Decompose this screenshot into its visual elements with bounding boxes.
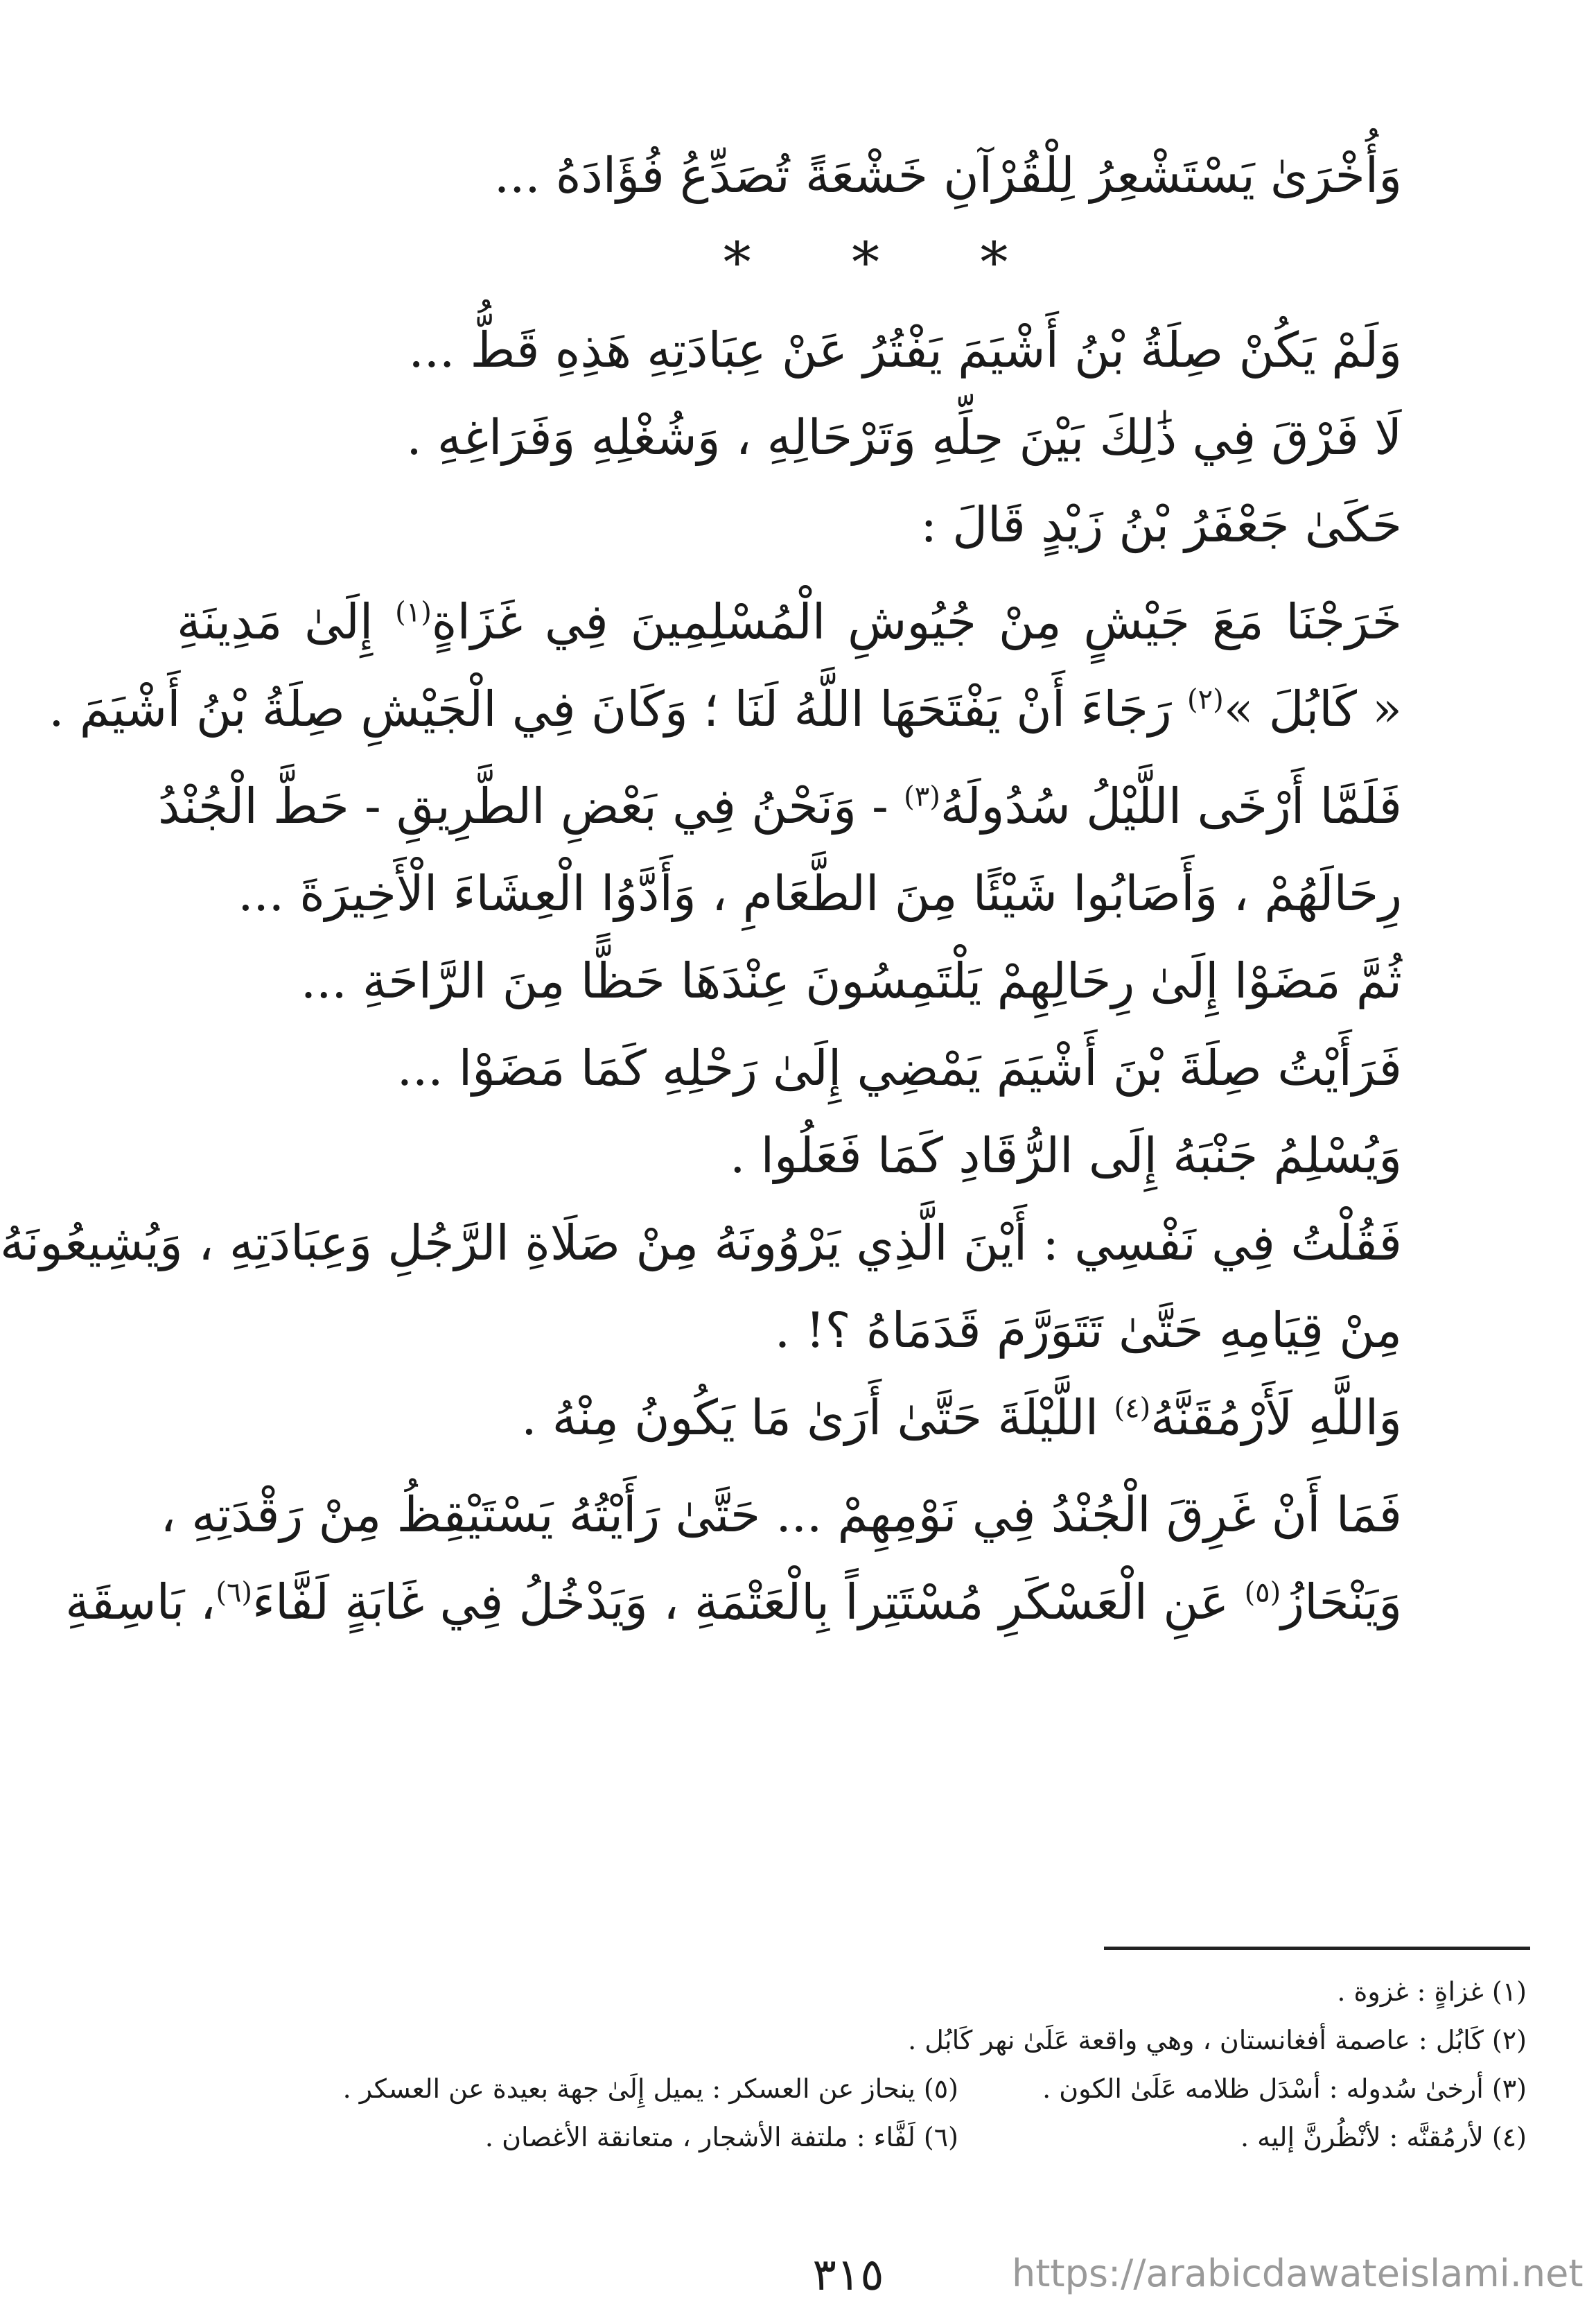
footnote-mark: (٦) [216, 1576, 253, 1609]
line-segment: عَنِ الْعَسْكَرِ مُسْتَتِراً بِالْعَتْمَةِ ، وَيَدْخُلُ فِي غَابَةٍ لَفَّاءَ [252, 1574, 1229, 1630]
line-segment: وَيَنْحَازُ [1281, 1574, 1402, 1630]
footnote-separator [1104, 1947, 1530, 1950]
watermark-url: https://arabicdawateislami.net [1012, 2252, 1584, 2295]
footnote-mark: (٥) [1244, 1576, 1281, 1609]
footnote-5: (٥) ينحاز عن العسكر : يميل إِلَىٰ جهة بعيدة عن العسكر . [342, 2073, 958, 2104]
footnote-3: (٣) أرخىٰ سُدوله : أسْدَل ظلامه عَلَىٰ الكون . [1042, 2073, 1527, 2104]
text-line: فَرَأَيْتُ صِلَةَ بْنَ أَشْيَمَ يَمْضِي إِلَىٰ رَحْلِهِ كَمَا مَضَوْا ... [396, 1040, 1402, 1097]
footnote-row [177, 2016, 1527, 2064]
text-line: مِنْ قِيَامِهِ حَتَّىٰ تَتَوَرَّمَ قَدَمَاهُ ؟! . [774, 1302, 1402, 1359]
text-line [177, 578, 1402, 665]
text-line: فَقُلْتُ فِي نَفْسِي : أَيْنَ الَّذِي يَرْوُونَهُ مِنْ صَلَاةِ الرَّجُلِ وَعِبَادَتِهِ ، وَيُشِيعُونَهُ [0, 1215, 1402, 1271]
text-line [177, 1374, 1402, 1461]
line-segment: رَجَاءَ أَنْ يَفْتَحَهَا اللَّهُ لَنَا ؛ وَكَانَ فِي الْجَيْشِ صِلَةُ بْنُ أَشْيَمَ . [49, 681, 1172, 738]
line-segment: فَلَمَّا أَرْخَى اللَّيْلُ سُدُولَهُ [940, 778, 1402, 835]
footnotes [177, 1967, 1527, 2161]
footnote-4: (٤) لأرمُقنَّه : لأنْظُرنَّ إليه . [1240, 2122, 1527, 2152]
line-segment: - وَنَحْنُ فِي بَعْضِ الطَّرِيقِ - حَطَّ الْجُنْدُ [157, 778, 888, 835]
footnote-mark: (٢) [1186, 684, 1224, 716]
text-line: ثُمَّ مَضَوْا إِلَىٰ رِحَالِهِمْ يَلْتَمِسُونَ عِنْدَهَا حَظًّا مِنَ الرَّاحَةِ ... [300, 952, 1402, 1009]
footnote-row [177, 2064, 1527, 2113]
text-line: رِحَالَهُمْ ، وَأَصَابُوا شَيْئًا مِنَ الطَّعَامِ ، وَأَدَّوُا الْعِشَاءَ الْأَخِيرَةَ ... [238, 865, 1402, 922]
text-line: لَا فَرْقَ فِي ذَٰلِكَ بَيْنَ حِلِّهِ وَتَرْحَالِهِ ، وَشُغْلِهِ وَفَرَاغِهِ . [406, 409, 1402, 466]
footnote-row [177, 1967, 1527, 2016]
text-line: وَيُسْلِمُ جَنْبَهُ إِلَى الرُّقَادِ كَمَا فَعَلُوا . [730, 1127, 1402, 1184]
text-line: حَكَىٰ جَعْفَرُ بْنُ زَيْدٍ قَالَ : [920, 496, 1402, 553]
line-segment: اللَّيْلَةَ حَتَّىٰ أَرَىٰ مَا يَكُونُ مِنْهُ . [521, 1389, 1099, 1446]
text-line: وَأُخْرَىٰ يَسْتَشْعِرُ لِلْقُرْآنِ خَشْعَةً تُصَدِّعُ فُؤَادَهُ ... [493, 147, 1402, 204]
footnote-2: (٢) كَابُل : عاصمة أفغانستان ، وهي واقعة عَلَىٰ نهر كَابُل . [908, 2025, 1527, 2055]
footnote-mark: (١) [395, 596, 432, 629]
text-line: فَمَا أَنْ غَرِقَ الْجُنْدُ فِي نَوْمِهِمْ ... حَتَّىٰ رَأَيْتُهُ يَسْتَيْقِظُ مِنْ رَقْدَتِهِ ، [160, 1486, 1402, 1543]
text-line [49, 665, 1402, 753]
footnote-1: (١) غزاةٍ : غزوة . [1337, 1976, 1527, 2007]
text-line: وَلَمْ يَكُنْ صِلَةُ بْنُ أَشْيَمَ يَفْتُرُ عَنْ عِبَادَتِهِ هَذِهِ قَطُّ ... [408, 322, 1402, 379]
line-segment: وَاللَّهِ لَأَرْمُقَنَّهُ [1150, 1389, 1402, 1446]
page-number: ٣١٥ [812, 2250, 884, 2301]
footnote-mark: (٤) [1114, 1392, 1151, 1425]
text-line [157, 763, 1402, 850]
line-segment: ، بَاسِقَةِ [65, 1574, 216, 1630]
line-segment: إِلَىٰ مَدِينَةِ [177, 593, 374, 650]
section-divider-stars: * * * [723, 230, 1050, 295]
footnote-row [177, 2113, 1527, 2161]
footnote-6: (٦) لَفَّاء : ملتفة الأشجار ، متعانقة الأغصان . [484, 2122, 958, 2152]
footnote-mark: (٣) [904, 781, 940, 813]
line-segment: خَرَجْنَا مَعَ جَيْشٍ مِنْ جُيُوشِ الْمُسْلِمِينَ فِي غَزَاةٍ [431, 593, 1403, 650]
main-text [0, 132, 1403, 1646]
line-segment: « كَابُلَ » [1223, 681, 1402, 738]
text-line [65, 1558, 1402, 1646]
